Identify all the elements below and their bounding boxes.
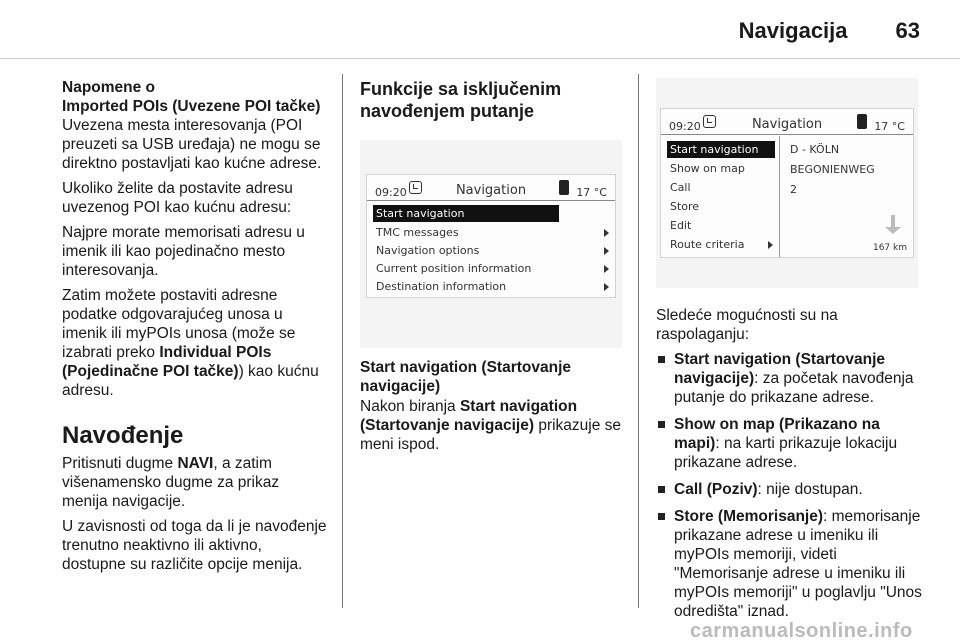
page-number: 63 [895, 18, 920, 43]
address-menu-screenshot [656, 78, 918, 288]
menu-item-start-navigation: Start navigation [373, 205, 559, 222]
menu-item-options: Navigation options [376, 244, 480, 257]
menu-item-destination: Destination information [376, 280, 507, 293]
list-item: Start navigation (Startovanje navigacije): za početak navođenja putanje do prikazane adrese. [656, 350, 926, 407]
menu-item-route-criteria: Route criteria [670, 238, 745, 251]
menu-item-call: Call [670, 181, 691, 194]
chevron-right-icon [604, 229, 609, 237]
address-city: D - KÖLN [790, 143, 840, 156]
menu-item-position: Current position information [376, 262, 532, 275]
address-street: BEGONIENWEG [790, 163, 875, 176]
distance-label: 167 km [872, 243, 907, 253]
arrow-down-icon [885, 227, 901, 234]
note-paragraph-2: Ukoliko želite da postavite adresu uvezenog POI kao kućnu adresu: [62, 180, 293, 216]
column-right [656, 78, 926, 629]
nav-paragraph-1: Pritisnuti dugme NAVI, a zatim višenamensko dugme za prikaz menija navigacije. [62, 455, 280, 510]
header-divider [0, 58, 960, 59]
column-middle [360, 78, 622, 460]
menu-item-start-navigation: Start navigation [667, 141, 775, 158]
thermometer-icon [857, 114, 867, 129]
menu-item-show-map: Show on map [670, 162, 745, 175]
chevron-right-icon [768, 241, 773, 249]
watermark-text: carmanualsonline.info [690, 620, 913, 642]
note-paragraph-4: Zatim možete postaviti adresne podatke odgovarajućeg unosa u imenik ili myPOIs unosa (može se izabrati preko Individual POIs (Pojedinačne POI tačke)) kao kućnu adresu. [62, 287, 319, 399]
menu-item-edit: Edit [670, 219, 692, 232]
subsection-heading: Funkcije sa isključenim navođenjem putanje [360, 79, 562, 121]
chevron-right-icon [604, 265, 609, 273]
device-screen [366, 174, 616, 298]
list-item: Show on map (Prikazano na mapi): na karti prikazuje lokaciju prikazane adrese. [656, 415, 926, 472]
menu-item-tmc: TMC messages [376, 226, 459, 239]
section-title: Navigacija [738, 18, 848, 43]
screen-divider [779, 136, 780, 257]
screen-status-bar: 09:20 Navigation 17 °C [367, 175, 615, 201]
chevron-right-icon [604, 283, 609, 291]
note-paragraph-3: Najpre morate memorisati adresu u imenik ili kao pojedinačno mesto interesovanja. [62, 224, 305, 279]
device-screen [660, 108, 914, 258]
chevron-right-icon [604, 247, 609, 255]
column-divider-2 [638, 74, 639, 608]
nav-paragraph-2: U zavisnosti od toga da li je navođenje trenutno neaktivno ili aktivno, dostupne su različite opcije menija. [62, 518, 327, 573]
page-header [739, 18, 920, 52]
column-left [62, 78, 327, 580]
section-heading: Navođenje [62, 422, 184, 449]
list-item: Call (Poziv): nije dostupan. [656, 480, 926, 499]
address-number: 2 [790, 183, 797, 196]
note-title: Napomene o Imported POIs (Uvezene POI tačke) [62, 79, 321, 115]
options-intro: Sledeće mogućnosti su na raspolaganju: [656, 307, 838, 343]
list-item: Store (Memorisanje): memorisanje prikazane adrese u imeniku ili myPOIs memoriji, videti "Memorisanje adrese u imeniku ili myPOIs memoriji" u poglavlju "Unos odredišta" iznad. [656, 507, 926, 621]
start-navigation-title: Start navigation (Startovanje navigacije) [360, 359, 572, 395]
options-list [656, 350, 926, 621]
column-divider-1 [342, 74, 343, 608]
menu-item-store: Store [670, 200, 700, 213]
note-paragraph-1: Uvezena mesta interesovanja (POI preuzeti sa USB uređaja) ne mogu se direktno postavljati kao kućne adrese. [62, 117, 322, 172]
screen-status-bar: 09:20 Navigation 17 °C [661, 109, 913, 135]
start-navigation-text: Nakon biranja Start navigation (Startovanje navigacije) prikazuje se meni ispod. [360, 398, 622, 453]
thermometer-icon [559, 180, 569, 195]
navigation-menu-screenshot [360, 140, 622, 348]
